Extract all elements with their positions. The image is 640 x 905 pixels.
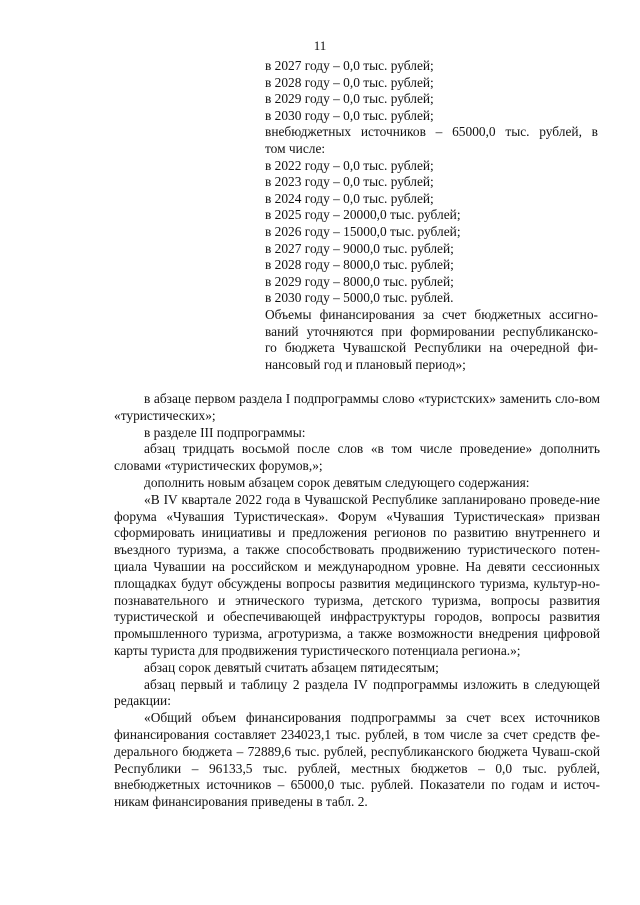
list-line: в 2025 году – 20000,0 тыс. рублей; [265, 207, 461, 223]
list-line: в 2028 году – 8000,0 тыс. рублей; [265, 257, 454, 273]
list-line: в 2022 году – 0,0 тыс. рублей; [265, 157, 434, 173]
list-line: в 2027 году – 0,0 тыс. рублей; [265, 58, 434, 73]
list-line: в 2029 году – 0,0 тыс. рублей; [265, 91, 434, 107]
list-line: в 2024 году – 0,0 тыс. рублей; [265, 190, 434, 206]
list-line: внебюджетных источников – 65000,0 тыс. рублей, в [265, 124, 598, 140]
list-line: в 2030 году – 5000,0 тыс. рублей. [265, 290, 454, 306]
list-line: в 2027 году – 9000,0 тыс. рублей; [265, 240, 454, 256]
list-line: го бюджета Чувашской Республики на очередной фи- [265, 340, 598, 356]
list-line: в 2026 году – 15000,0 тыс. рублей; [265, 223, 461, 239]
funding-list [265, 58, 598, 373]
list-line: в 2029 году – 8000,0 тыс. рублей; [265, 273, 454, 289]
list-line: в 2030 году – 0,0 тыс. рублей; [265, 107, 434, 123]
paragraph: в разделе III подпрограммы: [144, 424, 306, 440]
paragraph: абзац сорок девятый считать абзацем пятидесятым; [144, 659, 439, 675]
list-line: в 2028 году – 0,0 тыс. рублей; [265, 74, 434, 90]
list-line: Объемы финансирования за счет бюджетных ассигно- [265, 306, 598, 322]
body-text [114, 391, 600, 811]
paragraph: «Общий объем финансирования подпрограммы за счет всех источников финансирования составляет 234023,1 тыс. рублей, в том числе за счет средств фе-дерального бюджета – 72889,6 тыс. рублей, республиканского бюджета Чуваш-ской Республики – 96133,5 тыс. рублей, местных бюджетов – 0,0 тыс. рублей, внебюджетных источников – 65000,0 тыс. рублей. Показатели по годам и источ-никам финансирования приведены в табл. 2. [114, 710, 600, 810]
paragraph: абзац тридцать восьмой после слов «в том числе проведение» дополнить словами «туристических форумов,»; [114, 441, 600, 474]
paragraph: абзац первый и таблицу 2 раздела IV подпрограммы изложить в следующей редакции: [114, 676, 600, 709]
paragraph: «В IV квартале 2022 года в Чувашской Республике запланировано проведе-ние форума «Чувашия Туристическая». Форум «Чувашия Туристическая» призван сформировать инициативы и предложения регионов по развитию внутреннего и въездного туризма, а также способствовать продвижению туристического потен-циала Чувашии на российском и международном уровне. На девяти сессионных площадках будут обсуждены вопросы развития медицинского туризма, культур-но-познавательного и этнического туризма, детского туризма, вопросы развития туристической и обеспечивающей инфраструктуры городов, вопросы развития промышленного туризма, агротуризма, а также возможности внедрения цифровой карты туриста для продвижения туристического потенциала региона.»; [114, 491, 600, 658]
paragraph: в абзаце первом раздела I подпрограммы слово «туристских» заменить сло-вом «туристических»; [114, 391, 600, 423]
page-number: 11 [313, 38, 327, 53]
list-line: том числе: [265, 140, 326, 156]
list-line: нансовый год и плановый период»; [265, 356, 466, 372]
list-line: в 2023 году – 0,0 тыс. рублей; [265, 174, 434, 190]
list-line: ваний уточняются при формировании республиканско- [265, 323, 598, 339]
paragraph: дополнить новым абзацем сорок девятым следующего содержания: [144, 474, 530, 490]
